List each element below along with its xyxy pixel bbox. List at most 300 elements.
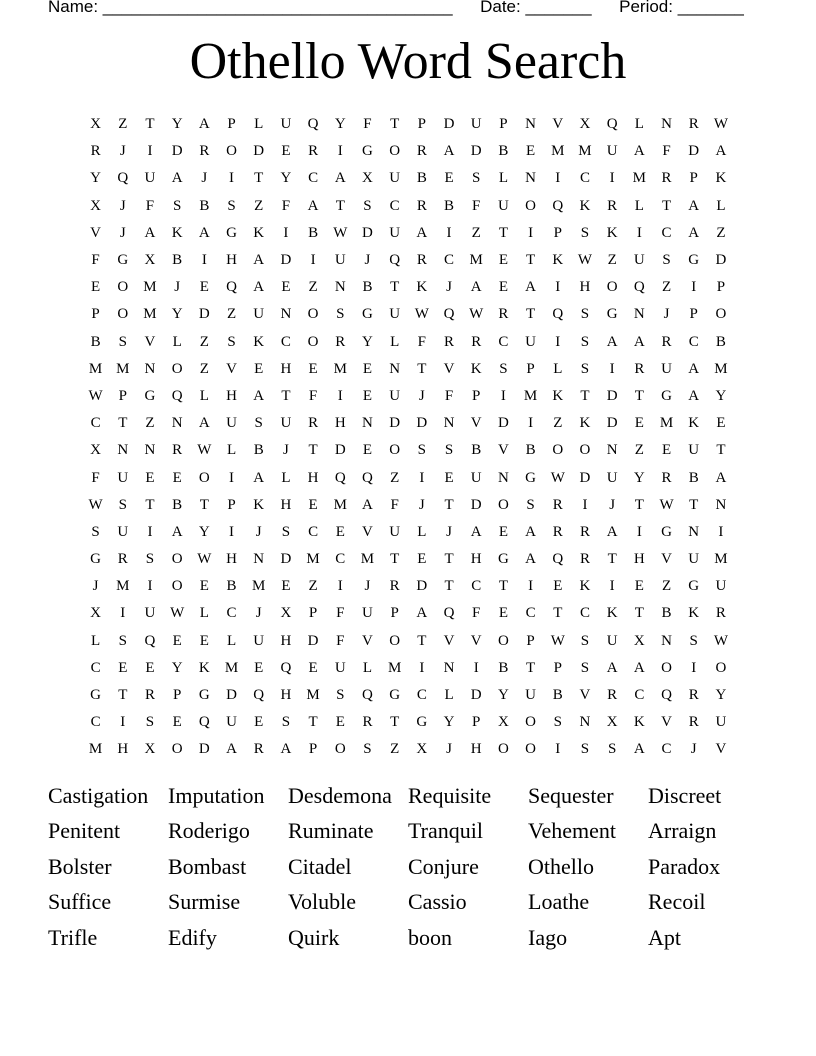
- grid-letter[interactable]: I: [609, 170, 615, 187]
- grid-letter[interactable]: I: [555, 333, 561, 350]
- grid-letter[interactable]: P: [716, 279, 726, 296]
- grid-letter[interactable]: D: [253, 143, 265, 160]
- grid-letter[interactable]: E: [145, 659, 155, 676]
- grid-letter[interactable]: C: [688, 333, 699, 350]
- grid-letter[interactable]: N: [688, 523, 700, 540]
- grid-letter[interactable]: V: [226, 360, 237, 377]
- grid-letter[interactable]: P: [118, 387, 127, 404]
- grid-letter[interactable]: M: [714, 551, 728, 568]
- grid-letter[interactable]: A: [253, 469, 265, 486]
- grid-letter[interactable]: J: [418, 387, 425, 404]
- grid-letter[interactable]: C: [444, 252, 455, 269]
- grid-letter[interactable]: R: [308, 143, 319, 160]
- grid-letter[interactable]: G: [606, 306, 618, 323]
- grid-letter[interactable]: A: [715, 143, 727, 160]
- grid-letter[interactable]: Q: [443, 306, 455, 323]
- grid-letter[interactable]: W: [577, 252, 593, 269]
- grid-letter[interactable]: R: [661, 469, 672, 486]
- grid-letter[interactable]: A: [606, 333, 618, 350]
- grid-letter[interactable]: A: [715, 469, 727, 486]
- grid-letter[interactable]: R: [634, 360, 645, 377]
- grid-letter[interactable]: W: [713, 116, 728, 133]
- grid-letter[interactable]: R: [688, 687, 699, 704]
- grid-letter[interactable]: T: [580, 387, 590, 404]
- grid-letter[interactable]: V: [661, 551, 672, 568]
- grid-letter[interactable]: F: [472, 197, 481, 214]
- grid-letter[interactable]: I: [609, 360, 615, 377]
- grid-letter[interactable]: D: [226, 687, 237, 704]
- grid-letter[interactable]: E: [308, 496, 318, 513]
- grid-letter[interactable]: T: [634, 605, 644, 622]
- grid-letter[interactable]: Z: [634, 442, 644, 459]
- grid-letter[interactable]: C: [90, 659, 101, 676]
- grid-letter[interactable]: T: [145, 496, 155, 513]
- grid-letter[interactable]: C: [661, 224, 672, 241]
- grid-letter[interactable]: J: [255, 605, 262, 622]
- grid-letter[interactable]: R: [579, 551, 590, 568]
- grid-letter[interactable]: P: [553, 659, 562, 676]
- grid-letter[interactable]: E: [308, 659, 318, 676]
- grid-letter[interactable]: C: [498, 333, 509, 350]
- grid-letter[interactable]: A: [253, 252, 265, 269]
- grid-letter[interactable]: G: [117, 252, 129, 269]
- grid-letter[interactable]: J: [255, 523, 262, 540]
- grid-letter[interactable]: P: [227, 116, 236, 133]
- grid-letter[interactable]: B: [498, 143, 509, 160]
- grid-letter[interactable]: O: [715, 659, 727, 676]
- grid-letter[interactable]: X: [497, 714, 509, 731]
- grid-letter[interactable]: G: [226, 224, 237, 241]
- grid-letter[interactable]: G: [688, 252, 700, 269]
- grid-letter[interactable]: F: [444, 387, 454, 404]
- grid-letter[interactable]: N: [661, 632, 672, 649]
- grid-letter[interactable]: S: [417, 442, 427, 459]
- grid-letter[interactable]: U: [715, 714, 727, 731]
- grid-letter[interactable]: X: [579, 116, 591, 133]
- grid-letter[interactable]: O: [497, 632, 509, 649]
- grid-letter[interactable]: D: [307, 632, 319, 649]
- grid-letter[interactable]: U: [144, 605, 156, 622]
- grid-letter[interactable]: I: [609, 578, 615, 595]
- grid-letter[interactable]: W: [550, 469, 565, 486]
- grid-letter[interactable]: L: [498, 170, 508, 187]
- grid-letter[interactable]: Y: [334, 116, 346, 133]
- grid-letter[interactable]: E: [444, 170, 454, 187]
- grid-letter[interactable]: U: [688, 551, 700, 568]
- grid-letter[interactable]: S: [363, 197, 372, 214]
- grid-letter[interactable]: E: [335, 523, 345, 540]
- grid-letter[interactable]: I: [283, 224, 289, 241]
- grid-letter[interactable]: S: [444, 442, 454, 459]
- grid-letter[interactable]: T: [335, 197, 345, 214]
- grid-letter[interactable]: I: [337, 578, 343, 595]
- grid-letter[interactable]: I: [337, 387, 343, 404]
- grid-letter[interactable]: G: [525, 469, 537, 486]
- grid-letter[interactable]: B: [253, 442, 264, 459]
- grid-letter[interactable]: J: [364, 252, 371, 269]
- grid-letter[interactable]: I: [528, 578, 534, 595]
- grid-letter[interactable]: S: [499, 360, 508, 377]
- grid-letter[interactable]: A: [633, 659, 645, 676]
- grid-letter[interactable]: E: [335, 714, 345, 731]
- grid-letter[interactable]: K: [688, 415, 700, 432]
- grid-letter[interactable]: C: [471, 578, 482, 595]
- grid-letter[interactable]: A: [525, 279, 537, 296]
- grid-letter[interactable]: E: [498, 279, 508, 296]
- grid-letter[interactable]: G: [661, 387, 672, 404]
- grid-letter[interactable]: N: [334, 279, 346, 296]
- grid-letter[interactable]: F: [336, 632, 345, 649]
- grid-letter[interactable]: B: [525, 442, 536, 459]
- grid-letter[interactable]: A: [171, 170, 183, 187]
- grid-letter[interactable]: T: [498, 578, 508, 595]
- grid-letter[interactable]: A: [633, 333, 645, 350]
- grid-letter[interactable]: H: [470, 741, 482, 758]
- grid-letter[interactable]: U: [606, 632, 618, 649]
- grid-letter[interactable]: K: [552, 252, 564, 269]
- grid-letter[interactable]: E: [362, 360, 373, 377]
- grid-letter[interactable]: Z: [118, 116, 128, 133]
- grid-letter[interactable]: Z: [199, 360, 209, 377]
- grid-letter[interactable]: G: [362, 306, 373, 323]
- grid-letter[interactable]: Q: [606, 116, 618, 133]
- grid-letter[interactable]: E: [281, 143, 291, 160]
- grid-letter[interactable]: P: [172, 687, 182, 704]
- grid-letter[interactable]: P: [390, 605, 399, 622]
- grid-letter[interactable]: J: [418, 496, 425, 513]
- grid-letter[interactable]: D: [470, 496, 482, 513]
- grid-letter[interactable]: J: [119, 224, 126, 241]
- grid-letter[interactable]: G: [497, 551, 509, 568]
- grid-letter[interactable]: F: [336, 605, 345, 622]
- grid-letter[interactable]: X: [144, 741, 156, 758]
- grid-letter[interactable]: M: [659, 415, 674, 432]
- grid-letter[interactable]: A: [633, 741, 645, 758]
- grid-letter[interactable]: M: [551, 143, 565, 160]
- grid-letter[interactable]: R: [416, 252, 427, 269]
- grid-letter[interactable]: J: [446, 523, 452, 540]
- grid-letter[interactable]: H: [470, 551, 482, 568]
- grid-letter[interactable]: U: [661, 360, 672, 377]
- grid-letter[interactable]: X: [90, 442, 102, 459]
- grid-letter[interactable]: L: [634, 116, 644, 133]
- grid-letter[interactable]: L: [390, 333, 400, 350]
- grid-letter[interactable]: T: [308, 442, 318, 459]
- grid-letter[interactable]: E: [281, 279, 291, 296]
- grid-letter[interactable]: L: [417, 523, 427, 540]
- grid-letter[interactable]: G: [144, 387, 156, 404]
- grid-letter[interactable]: M: [88, 360, 103, 377]
- grid-letter[interactable]: O: [525, 714, 537, 731]
- grid-letter[interactable]: N: [525, 170, 537, 187]
- grid-letter[interactable]: P: [308, 605, 318, 622]
- grid-letter[interactable]: F: [308, 387, 318, 404]
- grid-letter[interactable]: R: [688, 714, 699, 731]
- grid-letter[interactable]: H: [633, 551, 645, 568]
- grid-letter[interactable]: S: [363, 741, 372, 758]
- grid-letter[interactable]: B: [308, 224, 319, 241]
- grid-letter[interactable]: L: [226, 442, 237, 459]
- grid-letter[interactable]: T: [281, 387, 291, 404]
- grid-letter[interactable]: L: [281, 469, 291, 486]
- grid-letter[interactable]: J: [119, 143, 126, 160]
- grid-letter[interactable]: S: [580, 632, 590, 649]
- grid-letter[interactable]: Q: [144, 632, 156, 649]
- grid-letter[interactable]: R: [552, 496, 563, 513]
- grid-letter[interactable]: S: [145, 551, 155, 568]
- grid-letter[interactable]: N: [280, 306, 292, 323]
- grid-letter[interactable]: D: [198, 741, 210, 758]
- grid-letter[interactable]: V: [552, 116, 564, 133]
- grid-letter[interactable]: B: [362, 279, 373, 296]
- grid-letter[interactable]: A: [688, 224, 700, 241]
- grid-letter[interactable]: N: [606, 442, 618, 459]
- grid-letter[interactable]: U: [497, 197, 509, 214]
- grid-letter[interactable]: A: [198, 224, 210, 241]
- grid-letter[interactable]: A: [280, 741, 292, 758]
- grid-letter[interactable]: M: [252, 578, 266, 595]
- grid-letter[interactable]: O: [497, 496, 509, 513]
- date-field[interactable]: Date: _______: [480, 0, 592, 16]
- grid-letter[interactable]: M: [333, 496, 347, 513]
- grid-letter[interactable]: Z: [390, 741, 400, 758]
- grid-letter[interactable]: E: [145, 469, 155, 486]
- grid-letter[interactable]: Z: [308, 578, 318, 595]
- grid-letter[interactable]: S: [281, 714, 291, 731]
- grid-letter[interactable]: M: [714, 360, 728, 377]
- grid-letter[interactable]: H: [280, 496, 292, 513]
- grid-letter[interactable]: K: [715, 170, 727, 187]
- grid-letter[interactable]: I: [446, 224, 452, 241]
- grid-letter[interactable]: C: [579, 170, 590, 187]
- grid-letter[interactable]: B: [688, 469, 699, 486]
- grid-letter[interactable]: T: [444, 551, 454, 568]
- grid-letter[interactable]: D: [416, 578, 428, 595]
- grid-letter[interactable]: S: [580, 741, 590, 758]
- grid-letter[interactable]: T: [390, 551, 400, 568]
- grid-letter[interactable]: U: [226, 714, 237, 731]
- grid-letter[interactable]: N: [117, 442, 129, 459]
- grid-letter[interactable]: Q: [552, 197, 564, 214]
- grid-letter[interactable]: H: [226, 252, 237, 269]
- grid-letter[interactable]: A: [416, 224, 428, 241]
- grid-letter[interactable]: O: [334, 741, 346, 758]
- grid-letter[interactable]: W: [713, 632, 728, 649]
- grid-letter[interactable]: T: [118, 687, 128, 704]
- grid-letter[interactable]: J: [174, 279, 181, 296]
- grid-letter[interactable]: S: [281, 523, 291, 540]
- grid-letter[interactable]: T: [390, 116, 400, 133]
- grid-letter[interactable]: R: [715, 605, 726, 622]
- grid-letter[interactable]: Y: [362, 333, 373, 350]
- grid-letter[interactable]: V: [362, 632, 373, 649]
- grid-letter[interactable]: O: [525, 197, 537, 214]
- grid-letter[interactable]: I: [555, 170, 561, 187]
- grid-letter[interactable]: R: [389, 578, 400, 595]
- grid-letter[interactable]: I: [120, 714, 126, 731]
- grid-letter[interactable]: E: [661, 442, 672, 459]
- grid-letter[interactable]: T: [444, 578, 454, 595]
- grid-letter[interactable]: S: [118, 333, 127, 350]
- grid-letter[interactable]: R: [607, 687, 618, 704]
- grid-letter[interactable]: K: [171, 224, 183, 241]
- grid-letter[interactable]: A: [525, 551, 537, 568]
- grid-letter[interactable]: U: [389, 224, 401, 241]
- grid-letter[interactable]: J: [663, 306, 670, 323]
- grid-letter[interactable]: O: [307, 333, 319, 350]
- grid-letter[interactable]: K: [579, 578, 591, 595]
- grid-letter[interactable]: P: [526, 360, 535, 377]
- grid-letter[interactable]: W: [197, 442, 212, 459]
- grid-letter[interactable]: K: [552, 387, 564, 404]
- grid-letter[interactable]: G: [661, 523, 672, 540]
- grid-letter[interactable]: A: [362, 496, 373, 513]
- grid-letter[interactable]: R: [90, 143, 101, 160]
- grid-letter[interactable]: T: [553, 605, 563, 622]
- grid-letter[interactable]: X: [633, 632, 645, 649]
- grid-letter[interactable]: J: [690, 741, 697, 758]
- grid-letter[interactable]: D: [416, 415, 428, 432]
- grid-letter[interactable]: S: [526, 496, 535, 513]
- grid-letter[interactable]: M: [143, 306, 157, 323]
- grid-letter[interactable]: R: [199, 143, 210, 160]
- grid-letter[interactable]: F: [91, 252, 100, 269]
- grid-letter[interactable]: I: [691, 279, 697, 296]
- grid-letter[interactable]: B: [552, 687, 563, 704]
- grid-letter[interactable]: B: [172, 252, 183, 269]
- grid-letter[interactable]: U: [606, 143, 618, 160]
- grid-letter[interactable]: E: [498, 605, 508, 622]
- grid-letter[interactable]: G: [198, 687, 210, 704]
- grid-letter[interactable]: G: [688, 578, 700, 595]
- grid-letter[interactable]: E: [308, 360, 318, 377]
- grid-letter[interactable]: E: [362, 387, 373, 404]
- name-field[interactable]: Name: _____________________________________: [48, 0, 453, 16]
- grid-letter[interactable]: Z: [661, 279, 672, 296]
- grid-letter[interactable]: A: [443, 143, 455, 160]
- grid-letter[interactable]: A: [470, 523, 482, 540]
- grid-letter[interactable]: Y: [198, 523, 210, 540]
- grid-letter[interactable]: D: [198, 306, 210, 323]
- grid-letter[interactable]: E: [498, 252, 508, 269]
- grid-letter[interactable]: U: [280, 116, 292, 133]
- grid-letter[interactable]: S: [553, 714, 562, 731]
- grid-letter[interactable]: U: [525, 333, 537, 350]
- grid-letter[interactable]: T: [607, 551, 617, 568]
- grid-letter[interactable]: L: [91, 632, 101, 649]
- grid-letter[interactable]: C: [280, 333, 291, 350]
- grid-letter[interactable]: B: [661, 605, 672, 622]
- grid-letter[interactable]: I: [500, 387, 506, 404]
- grid-letter[interactable]: T: [145, 116, 155, 133]
- grid-letter[interactable]: E: [634, 578, 644, 595]
- grid-letter[interactable]: M: [306, 687, 320, 704]
- grid-letter[interactable]: D: [443, 116, 455, 133]
- grid-letter[interactable]: A: [606, 523, 618, 540]
- grid-letter[interactable]: J: [364, 578, 371, 595]
- grid-letter[interactable]: P: [308, 741, 318, 758]
- grid-letter[interactable]: R: [308, 415, 319, 432]
- grid-letter[interactable]: D: [715, 252, 727, 269]
- grid-letter[interactable]: R: [253, 741, 264, 758]
- grid-letter[interactable]: T: [634, 496, 644, 513]
- grid-letter[interactable]: T: [390, 279, 400, 296]
- grid-letter[interactable]: A: [334, 170, 346, 187]
- grid-letter[interactable]: U: [117, 523, 129, 540]
- grid-letter[interactable]: A: [606, 659, 618, 676]
- grid-letter[interactable]: M: [632, 170, 647, 187]
- grid-letter[interactable]: B: [498, 659, 509, 676]
- period-field[interactable]: Period: _______: [619, 0, 744, 16]
- grid-letter[interactable]: H: [226, 551, 237, 568]
- grid-letter[interactable]: T: [716, 442, 726, 459]
- grid-letter[interactable]: T: [118, 415, 128, 432]
- grid-letter[interactable]: T: [526, 306, 536, 323]
- grid-letter[interactable]: O: [226, 143, 237, 160]
- grid-letter[interactable]: T: [526, 252, 536, 269]
- grid-letter[interactable]: C: [308, 523, 319, 540]
- grid-letter[interactable]: I: [473, 659, 479, 676]
- grid-letter[interactable]: K: [253, 496, 265, 513]
- grid-letter[interactable]: R: [552, 523, 563, 540]
- grid-letter[interactable]: R: [661, 170, 672, 187]
- grid-letter[interactable]: L: [254, 116, 264, 133]
- grid-letter[interactable]: C: [90, 415, 101, 432]
- grid-letter[interactable]: R: [335, 333, 346, 350]
- grid-letter[interactable]: E: [172, 632, 182, 649]
- grid-letter[interactable]: R: [144, 687, 155, 704]
- grid-letter[interactable]: E: [634, 415, 644, 432]
- grid-letter[interactable]: C: [416, 687, 427, 704]
- grid-letter[interactable]: S: [580, 659, 590, 676]
- grid-letter[interactable]: D: [470, 143, 482, 160]
- grid-letter[interactable]: B: [471, 442, 482, 459]
- grid-letter[interactable]: A: [226, 741, 237, 758]
- grid-letter[interactable]: C: [90, 714, 101, 731]
- grid-letter[interactable]: P: [472, 714, 481, 731]
- grid-letter[interactable]: I: [419, 469, 425, 486]
- grid-letter[interactable]: R: [607, 197, 618, 214]
- grid-letter[interactable]: N: [443, 659, 455, 676]
- grid-letter[interactable]: F: [417, 333, 427, 350]
- grid-letter[interactable]: E: [254, 360, 264, 377]
- grid-letter[interactable]: M: [523, 387, 538, 404]
- grid-letter[interactable]: A: [144, 224, 156, 241]
- grid-letter[interactable]: B: [715, 333, 726, 350]
- grid-letter[interactable]: T: [417, 632, 427, 649]
- grid-letter[interactable]: N: [633, 306, 645, 323]
- grid-letter[interactable]: A: [688, 197, 700, 214]
- grid-letter[interactable]: Z: [254, 197, 264, 214]
- grid-letter[interactable]: M: [88, 741, 103, 758]
- grid-letter[interactable]: T: [444, 496, 454, 513]
- grid-letter[interactable]: K: [606, 605, 618, 622]
- grid-letter[interactable]: A: [416, 605, 428, 622]
- grid-letter[interactable]: R: [416, 197, 427, 214]
- grid-letter[interactable]: U: [389, 306, 401, 323]
- grid-letter[interactable]: G: [90, 687, 102, 704]
- grid-letter[interactable]: A: [198, 116, 210, 133]
- grid-letter[interactable]: U: [334, 659, 346, 676]
- grid-letter[interactable]: O: [579, 442, 591, 459]
- grid-letter[interactable]: S: [336, 687, 345, 704]
- grid-letter[interactable]: B: [444, 197, 455, 214]
- grid-letter[interactable]: N: [389, 360, 401, 377]
- grid-letter[interactable]: R: [172, 442, 183, 459]
- grid-letter[interactable]: Y: [280, 170, 292, 187]
- grid-letter[interactable]: S: [472, 170, 481, 187]
- grid-letter[interactable]: L: [199, 387, 209, 404]
